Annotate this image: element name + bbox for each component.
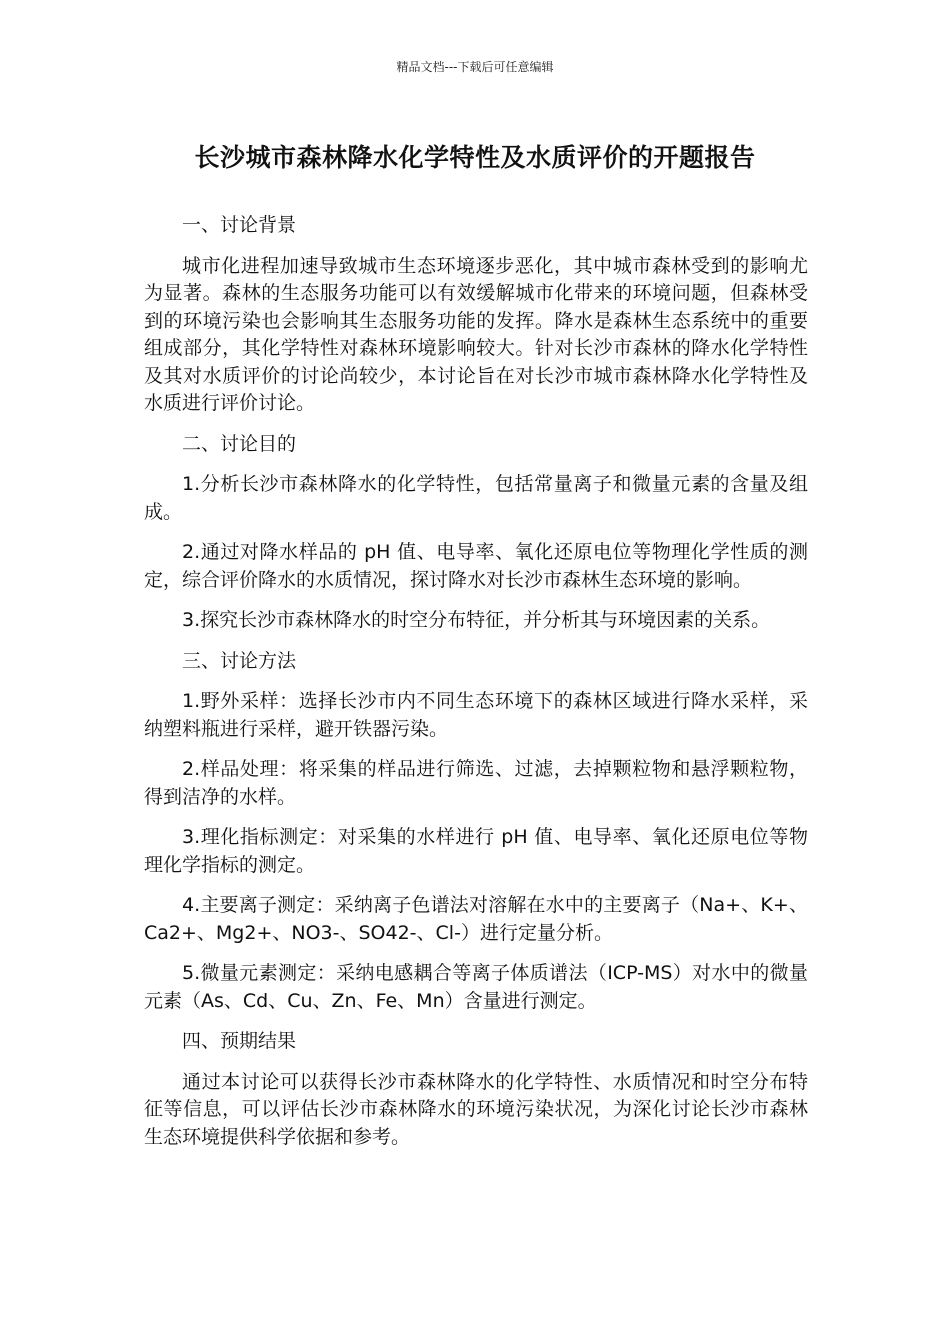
document-body — [144, 212, 808, 1164]
paragraph: 3.理化指标测定：对采集的水样进行 pH 值、电导率、氧化还原电位等物理化学指标的测定。 — [144, 826, 808, 876]
paragraph: 通过本讨论可以获得长沙市森林降水的化学特性、水质情况和时空分布特征等信息，可以评估长沙市森林降水的环境污染状况，为深化讨论长沙市森林生态环境提供科学依据和参考。 — [144, 1070, 808, 1148]
section-heading-expected-results: 四、预期结果 — [182, 1030, 297, 1052]
section-heading-background: 一、讨论背景 — [182, 214, 297, 236]
document-title: 长沙城市森林降水化学特性及水质评价的开题报告 — [194, 143, 756, 172]
paragraph: 城市化进程加速导致城市生态环境逐步恶化，其中城市森林受到的影响尤为显著。森林的生态服务功能可以有效缓解城市化带来的环境问题，但森林受到的环境污染也会影响其生态服务功能的发挥。降水是森林生态系统中的重要组成部分，其化学特性对森林环境影响较大。针对长沙市森林的降水化学特性及其对水质评价的讨论尚较少，本讨论旨在对长沙市城市森林降水化学特性及水质进行评价讨论。 — [144, 254, 808, 414]
paragraph: 4.主要离子测定：采纳离子色谱法对溶解在水中的主要离子（Na+、K+、Ca2+、Mg2+、NO3-、SO42-、Cl-）进行定量分析。 — [144, 894, 808, 944]
paragraph: 2.样品处理：将采集的样品进行筛选、过滤，去掉颗粒物和悬浮颗粒物，得到洁净的水样。 — [144, 758, 808, 808]
page-header: 精品文档---下载后可任意编辑 — [396, 60, 554, 74]
paragraph: 3.探究长沙市森林降水的时空分布特征，并分析其与环境因素的关系。 — [182, 609, 771, 631]
section-heading-methods: 三、讨论方法 — [182, 649, 297, 672]
paragraph: 5.微量元素测定：采纳电感耦合等离子体质谱法（ICP-MS）对水中的微量元素（As、Cd、Cu、Zn、Fe、Mn）含量进行测定。 — [144, 962, 808, 1012]
paragraph: 2.通过对降水样品的 pH 值、电导率、氧化还原电位等物理化学性质的测定，综合评价降水的水质情况，探讨降水对长沙市森林生态环境的影响。 — [144, 541, 808, 591]
section-heading-purpose: 二、讨论目的 — [182, 432, 297, 455]
paragraph: 1.野外采样：选择长沙市内不同生态环境下的森林区域进行降水采样，采纳塑料瓶进行采样，避开铁器污染。 — [144, 690, 808, 740]
paragraph: 1.分析长沙市森林降水的化学特性，包括常量离子和微量元素的含量及组成。 — [144, 473, 808, 523]
